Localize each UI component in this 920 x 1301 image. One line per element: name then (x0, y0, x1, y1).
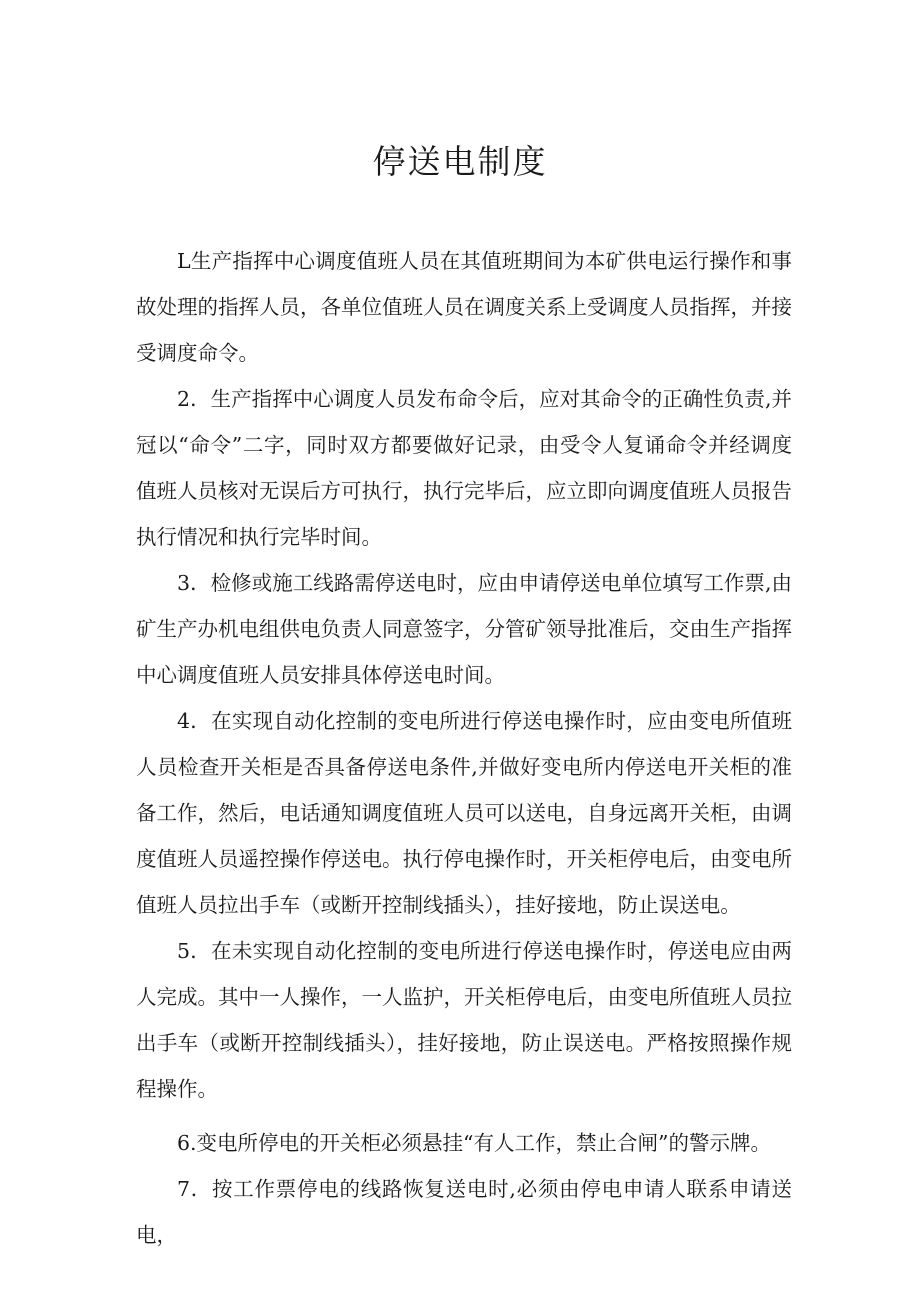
document-body (136, 238, 792, 1258)
paragraph-4: 4．在实现自动化控制的变电所进行停送电操作时，应由变电所值班人员检查开关柜是否具备停送电条件,并做好变电所内停送电开关柜的准备工作，然后，电话通知调度值班人员可以送电，自身远离开关柜，由调度值班人员遥控操作停送电。执行停电操作时，开关柜停电后，由变电所值班人员拉出手车（或断开控制线插头），挂好接地，防止误送电。 (136, 709, 792, 917)
paragraph-1: L生产指挥中心调度值班人员在其值班期间为本矿供电运行操作和事故处理的指挥人员，各单位值班人员在调度关系上受调度人员指挥，并接受调度命令。 (136, 249, 792, 365)
paragraph-6: 6.变电所停电的开关柜必须悬挂“有人工作，禁止合闸”的警示牌。 (177, 1131, 772, 1155)
page-title: 停送电制度 (372, 142, 548, 181)
paragraph-7: 7．按工作票停电的线路恢复送电时,必须由停电申请人联系申请送电， (136, 1177, 792, 1247)
paragraph-2: 2．生产指挥中心调度人员发布命令后，应对其命令的正确性负责,并冠以“命令”二字，同时双方都要做好记录，由受令人复诵命令并经调度值班人员核对无误后方可执行，执行完毕后，应立即向调度值班人员报告执行情况和执行完毕时间。 (136, 387, 792, 549)
paragraph-3: 3．检修或施工线路需停送电时，应由申请停送电单位填写工作票,由矿生产办机电组供电负责人同意签字，分管矿领导批准后，交由生产指挥中心调度值班人员安排具体停送电时间。 (136, 571, 792, 687)
paragraph-5: 5．在未实现自动化控制的变电所进行停送电操作时，停送电应由两人完成。其中一人操作，一人监护，开关柜停电后，由变电所值班人员拉出手车（或断开控制线插头），挂好接地，防止误送电。严格按照操作规程操作。 (136, 939, 792, 1101)
